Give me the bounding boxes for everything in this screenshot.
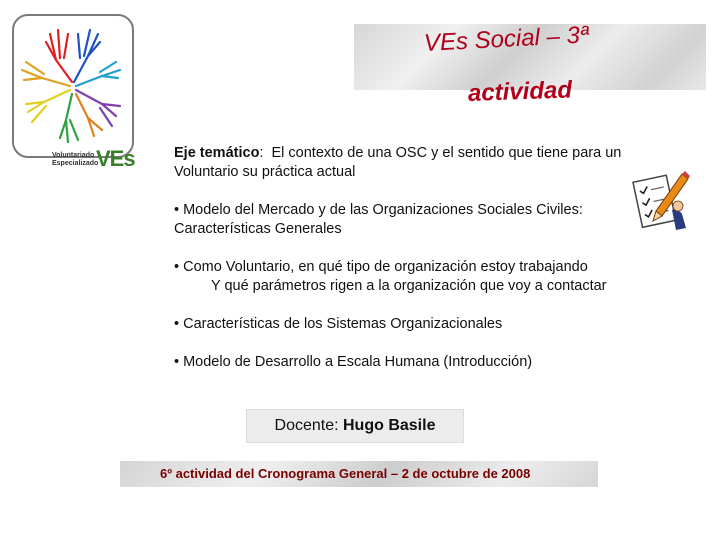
eje-tematico <box>174 144 674 182</box>
page-title-line1: VEs Social – 3ª <box>423 21 590 57</box>
eje-text: El contexto de una OSC y el sentido que tiene para un Voluntario su práctica actual <box>174 145 626 180</box>
footer-text: 6º actividad del Cronograma General – 2 de octubre de 2008 <box>160 466 531 481</box>
logo-subtitle <box>52 152 98 168</box>
docente-box <box>246 409 464 443</box>
hands-logo-icon <box>16 20 128 152</box>
bullet-item <box>174 353 674 372</box>
content-body <box>174 144 674 391</box>
docente-name: Hugo Basile <box>343 417 436 434</box>
eje-label: Eje temático <box>174 145 260 161</box>
page-title-line2: actividad <box>467 76 573 107</box>
bullet-text: • Modelo del Mercado y de las Organizaciones Sociales Civiles: <box>174 202 583 218</box>
bullet-text: • Características de los Sistemas Organizacionales <box>174 316 503 332</box>
bullet-item <box>174 201 674 239</box>
bullet-text: Y qué parámetros rigen a la organización que voy a contactar <box>211 278 607 294</box>
eje-colon: : <box>259 145 264 161</box>
logo-subtitle-line2: Especializado <box>52 160 99 167</box>
bullet-text: • Modelo de Desarrollo a Escala Humana (Introducción) <box>174 354 533 370</box>
bullet-text: • Como Voluntario, en qué tipo de organización estoy trabajando <box>174 259 588 275</box>
bullet-text: Características Generales <box>174 221 342 237</box>
ves-logo <box>12 12 138 180</box>
docente-label: Docente: <box>274 417 343 434</box>
bullet-item <box>174 315 674 334</box>
pencil-checklist-icon <box>632 170 690 236</box>
bullet-item <box>174 258 674 296</box>
logo-subtitle-line1: Voluntariado <box>52 152 95 159</box>
logo-wordmark: VEs <box>96 146 135 171</box>
